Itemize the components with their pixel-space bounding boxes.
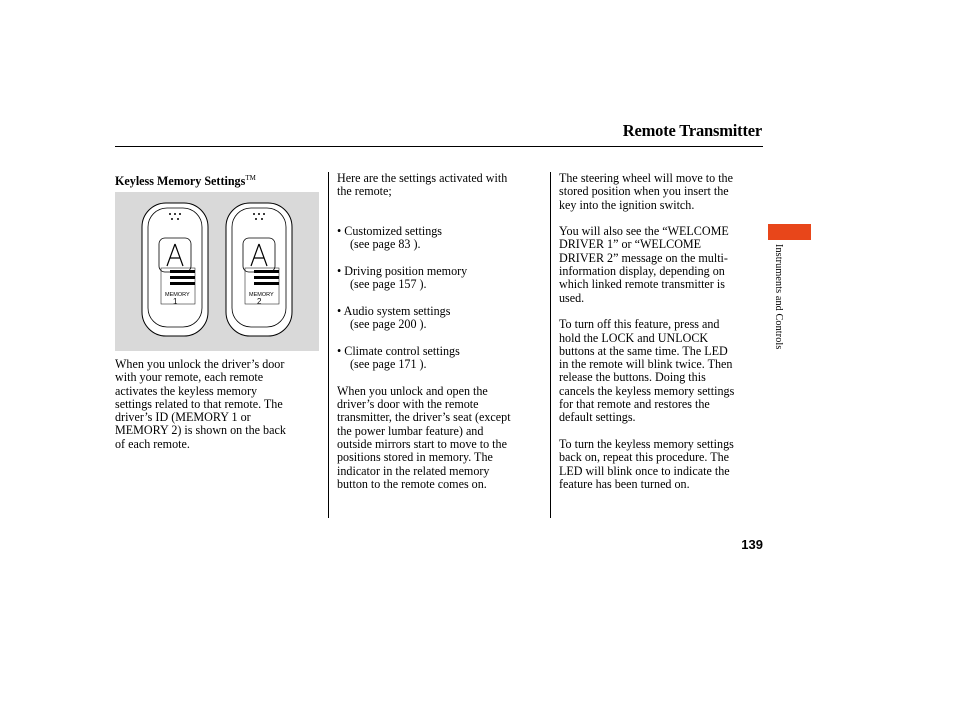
text-line: outside mirrors start to move to the bbox=[337, 436, 507, 451]
text-line: the power lumbar feature) and bbox=[337, 423, 484, 438]
page-reference: (see page 171 ). bbox=[350, 357, 427, 372]
remote-1 bbox=[142, 203, 208, 336]
text-line: release the buttons. Doing this bbox=[559, 370, 706, 385]
text-line: indicator in the related memory bbox=[337, 463, 490, 478]
remote-1-memory-label: MEMORY bbox=[165, 292, 190, 298]
text-line: activates the keyless memory bbox=[115, 383, 258, 398]
section-side-label: Instruments and Controls bbox=[773, 244, 784, 350]
text-line: transmitter, the driver’s seat (except bbox=[337, 410, 511, 425]
text-line: driver’s door with the remote bbox=[337, 397, 479, 412]
text-line: key into the ignition switch. bbox=[559, 197, 695, 212]
remote-2 bbox=[226, 203, 292, 336]
text-line: buttons at the same time. The LED bbox=[559, 343, 728, 358]
remote-1-memory-id: 1 bbox=[173, 297, 178, 306]
remote-transmitter-figure bbox=[115, 192, 319, 351]
trademark-mark: TM bbox=[245, 174, 256, 182]
column-2 bbox=[337, 172, 542, 491]
text-line: The steering wheel will move to the bbox=[559, 171, 733, 185]
text-line: hold the LOCK and UNLOCK bbox=[559, 330, 709, 345]
section-side-tab bbox=[768, 224, 811, 240]
text-line: DRIVER 1” or “WELCOME bbox=[559, 237, 702, 252]
remote-2-memory-label: MEMORY bbox=[249, 292, 274, 298]
text-line: MEMORY 2) is shown on the back bbox=[115, 423, 286, 438]
column-3 bbox=[559, 172, 764, 491]
text-line: settings related to that remote. The bbox=[115, 396, 283, 411]
column-divider-2 bbox=[550, 172, 551, 518]
page-reference: (see page 200 ). bbox=[350, 317, 427, 332]
text-line: To turn off this feature, press and bbox=[559, 317, 720, 332]
page-reference: (see page 83 ). bbox=[350, 237, 421, 252]
text-line: default settings. bbox=[559, 410, 636, 425]
page-reference: (see page 157 ). bbox=[350, 277, 427, 292]
remote-2-memory-id: 2 bbox=[257, 297, 262, 306]
text-line: stored position when you insert the bbox=[559, 184, 729, 199]
text-line: Here are the settings activated with bbox=[337, 171, 508, 185]
text-line: LED will blink once to indicate the bbox=[559, 463, 730, 478]
text-line: When you unlock the driver’s door bbox=[115, 357, 285, 371]
bullet-item: • Customized settings bbox=[337, 224, 443, 239]
bullet-item: • Audio system settings bbox=[337, 303, 451, 318]
text-line: of each remote. bbox=[115, 436, 190, 451]
section-heading: Keyless Memory Settings™ bbox=[115, 174, 256, 188]
text-line: positions stored in memory. The bbox=[337, 450, 493, 465]
bullet-item: • Driving position memory bbox=[337, 264, 468, 279]
text-line: DRIVER 2” message on the multi- bbox=[559, 250, 728, 265]
text-line: button to the remote comes on. bbox=[337, 476, 487, 491]
text-line: driver’s ID (MEMORY 1 or bbox=[115, 410, 251, 425]
page-number: 139 bbox=[741, 537, 763, 552]
text-line: in the remote will blink twice. Then bbox=[559, 357, 733, 372]
text-line: for that remote and restores the bbox=[559, 397, 710, 412]
page-header-title: Remote Transmitter bbox=[622, 121, 762, 140]
text-line: When you unlock and open the bbox=[337, 383, 488, 398]
text-line: You will also see the “WELCOME bbox=[559, 224, 729, 239]
text-line: the remote; bbox=[337, 184, 392, 199]
text-line: with your remote, each remote bbox=[115, 370, 264, 385]
column-1-body bbox=[115, 358, 320, 451]
text-line: cancels the keyless memory settings bbox=[559, 383, 735, 398]
text-line: back on, repeat this procedure. The bbox=[559, 450, 730, 465]
column-divider-1 bbox=[328, 172, 329, 518]
column-1 bbox=[115, 172, 320, 188]
bullet-item: • Climate control settings bbox=[337, 343, 460, 358]
text-line: To turn the keyless memory settings bbox=[559, 436, 734, 451]
text-line: which linked remote transmitter is bbox=[559, 277, 725, 292]
text-line: information display, depending on bbox=[559, 264, 725, 279]
header-rule bbox=[115, 146, 763, 147]
text-line: feature has been turned on. bbox=[559, 476, 690, 491]
text-line: used. bbox=[559, 290, 585, 305]
